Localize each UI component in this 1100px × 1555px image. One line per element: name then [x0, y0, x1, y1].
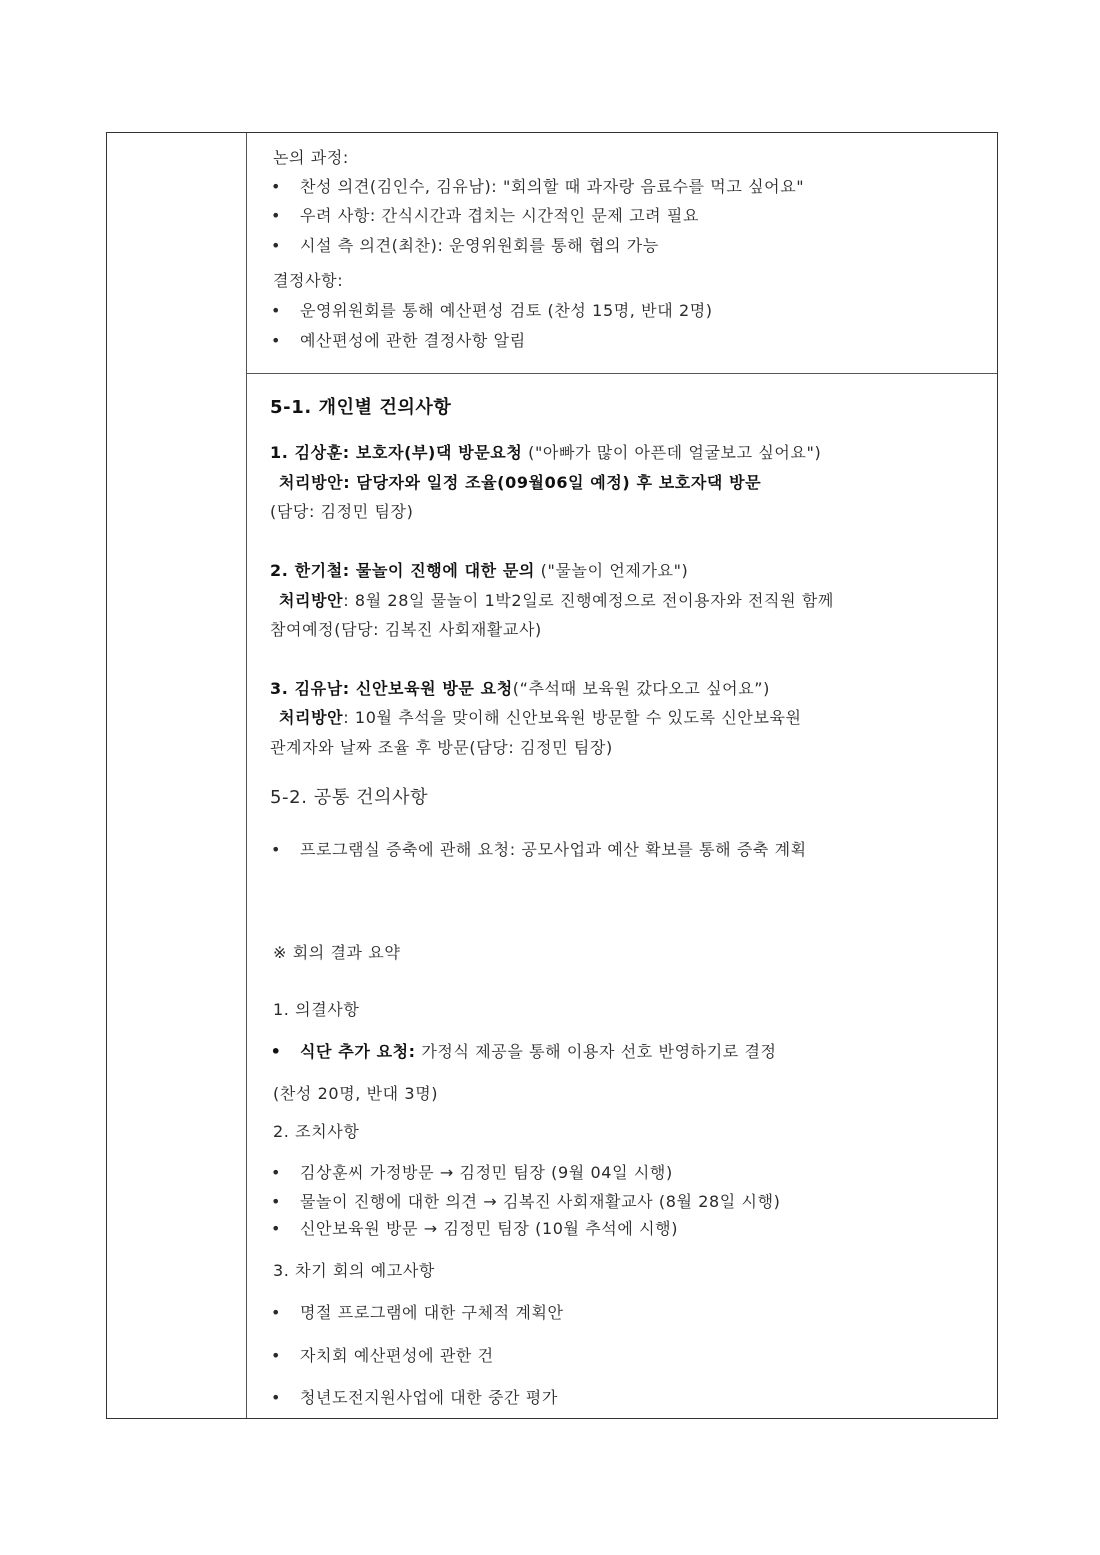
action-item-text: 신안보육원 방문 → 김정민 팀장 (10월 추석에 시행) — [300, 1219, 679, 1238]
bullet-icon: • — [270, 301, 282, 320]
resolution-label: 1. 의결사항 — [273, 1000, 360, 1019]
bullet-icon: • — [270, 840, 282, 859]
next-meeting-label: 3. 차기 회의 예고사항 — [273, 1261, 435, 1280]
suggestion-title-bold: 3. 김유남: 신안보육원 방문 요청 — [270, 679, 513, 698]
suggestion-action-bold: 처리방안: 담당자와 일정 조율(09월06일 예정) 후 보호자댁 방문 — [279, 473, 762, 492]
decision-label: 결정사항: — [273, 271, 344, 290]
bullet-icon: • — [270, 1388, 282, 1407]
suggestion-action-bold: 처리방안 — [279, 591, 344, 610]
suggestion-title — [270, 443, 821, 463]
suggestion-action — [279, 708, 802, 728]
suggestion-title-quote: ("물놀이 언제가요") — [535, 561, 689, 580]
section-heading-common: 5-2. 공통 건의사항 — [270, 787, 429, 808]
common-item-text: 프로그램실 증축에 관해 요청: 공모사업과 예산 확보를 통해 증축 계획 — [300, 840, 807, 859]
decision-item-text: 예산편성에 관한 결정사항 알림 — [300, 331, 526, 350]
suggestion-action-bold: 처리방안 — [279, 708, 344, 727]
suggestion-action — [279, 591, 834, 611]
suggestion-title-quote: (“추석때 보육원 갔다오고 싶어요”) — [512, 679, 771, 698]
bullet-icon: • — [270, 1163, 282, 1182]
next-meeting-item-text: 청년도전지원사업에 대한 중간 평가 — [300, 1388, 558, 1407]
discussion-item-text: 우려 사항: 간식시간과 겹치는 시간적인 문제 고려 필요 — [300, 206, 700, 225]
next-meeting-item-text: 자치회 예산편성에 관한 건 — [300, 1346, 494, 1365]
suggestion-title — [270, 679, 770, 699]
section-heading-individual: 5-1. 개인별 건의사항 — [270, 397, 452, 418]
bullet-icon: • — [270, 1303, 282, 1322]
bullet-icon: • — [270, 236, 282, 255]
suggestion-action-text: : 10월 추석을 맞이해 신안보육원 방문할 수 있도록 신안보육원 — [343, 708, 802, 727]
suggestion-action-cont: 관계자와 날짜 조율 후 방문(담당: 김정민 팀장) — [270, 738, 613, 757]
row-divider — [247, 373, 997, 374]
summary-heading: ※ 회의 결과 요약 — [273, 943, 401, 962]
suggestion-title-bold: 2. 한기철: 물놀이 진행에 대한 문의 — [270, 561, 535, 580]
resolution-item-text — [300, 1042, 777, 1062]
bullet-icon: • — [270, 1042, 282, 1061]
decision-item-text: 운영위원회를 통해 예산편성 검토 (찬성 15명, 반대 2명) — [300, 301, 713, 320]
label-column — [107, 133, 247, 1418]
bullet-icon: • — [270, 206, 282, 225]
suggestion-action-text: : 8월 28일 물놀이 1박2일로 진행예정으로 전이용자와 전직원 함께 — [343, 591, 834, 610]
bullet-icon: • — [270, 177, 282, 196]
discussion-item-text: 시설 측 의견(최찬): 운영위원회를 통해 협의 가능 — [300, 236, 659, 255]
next-meeting-item-text: 명절 프로그램에 대한 구체적 계획안 — [300, 1303, 564, 1322]
suggestion-action — [279, 473, 761, 493]
suggestion-action-cont: 참여예정(담당: 김복진 사회재활교사) — [270, 620, 542, 639]
action-item-text: 김상훈씨 가정방문 → 김정민 팀장 (9월 04일 시행) — [300, 1163, 673, 1182]
suggestion-title-quote: ("아빠가 많이 아픈데 얼굴보고 싶어요") — [522, 443, 822, 462]
resolution-item-rest: 가정식 제공을 통해 이용자 선호 반영하기로 결정 — [415, 1042, 777, 1061]
actions-label: 2. 조치사항 — [273, 1122, 360, 1141]
action-item-text: 물놀이 진행에 대한 의견 → 김복진 사회재활교사 (8월 28일 시행) — [300, 1192, 781, 1211]
discussion-item-text: 찬성 의견(김인수, 김유남): "회의할 때 과자랑 음료수를 먹고 싶어요" — [300, 177, 805, 196]
suggestion-title-bold: 1. 김상훈: 보호자(부)댁 방문요청 — [270, 443, 523, 462]
discussion-label: 논의 과정: — [273, 148, 349, 167]
suggestion-title — [270, 561, 688, 581]
bullet-icon: • — [270, 1192, 282, 1211]
bullet-icon: • — [270, 331, 282, 350]
bullet-icon: • — [270, 1346, 282, 1365]
bullet-icon: • — [270, 1219, 282, 1238]
suggestion-action-cont: (담당: 김정민 팀장) — [270, 502, 414, 521]
resolution-vote: (찬성 20명, 반대 3명) — [273, 1084, 439, 1103]
resolution-item-bold: 식단 추가 요청: — [300, 1042, 416, 1061]
